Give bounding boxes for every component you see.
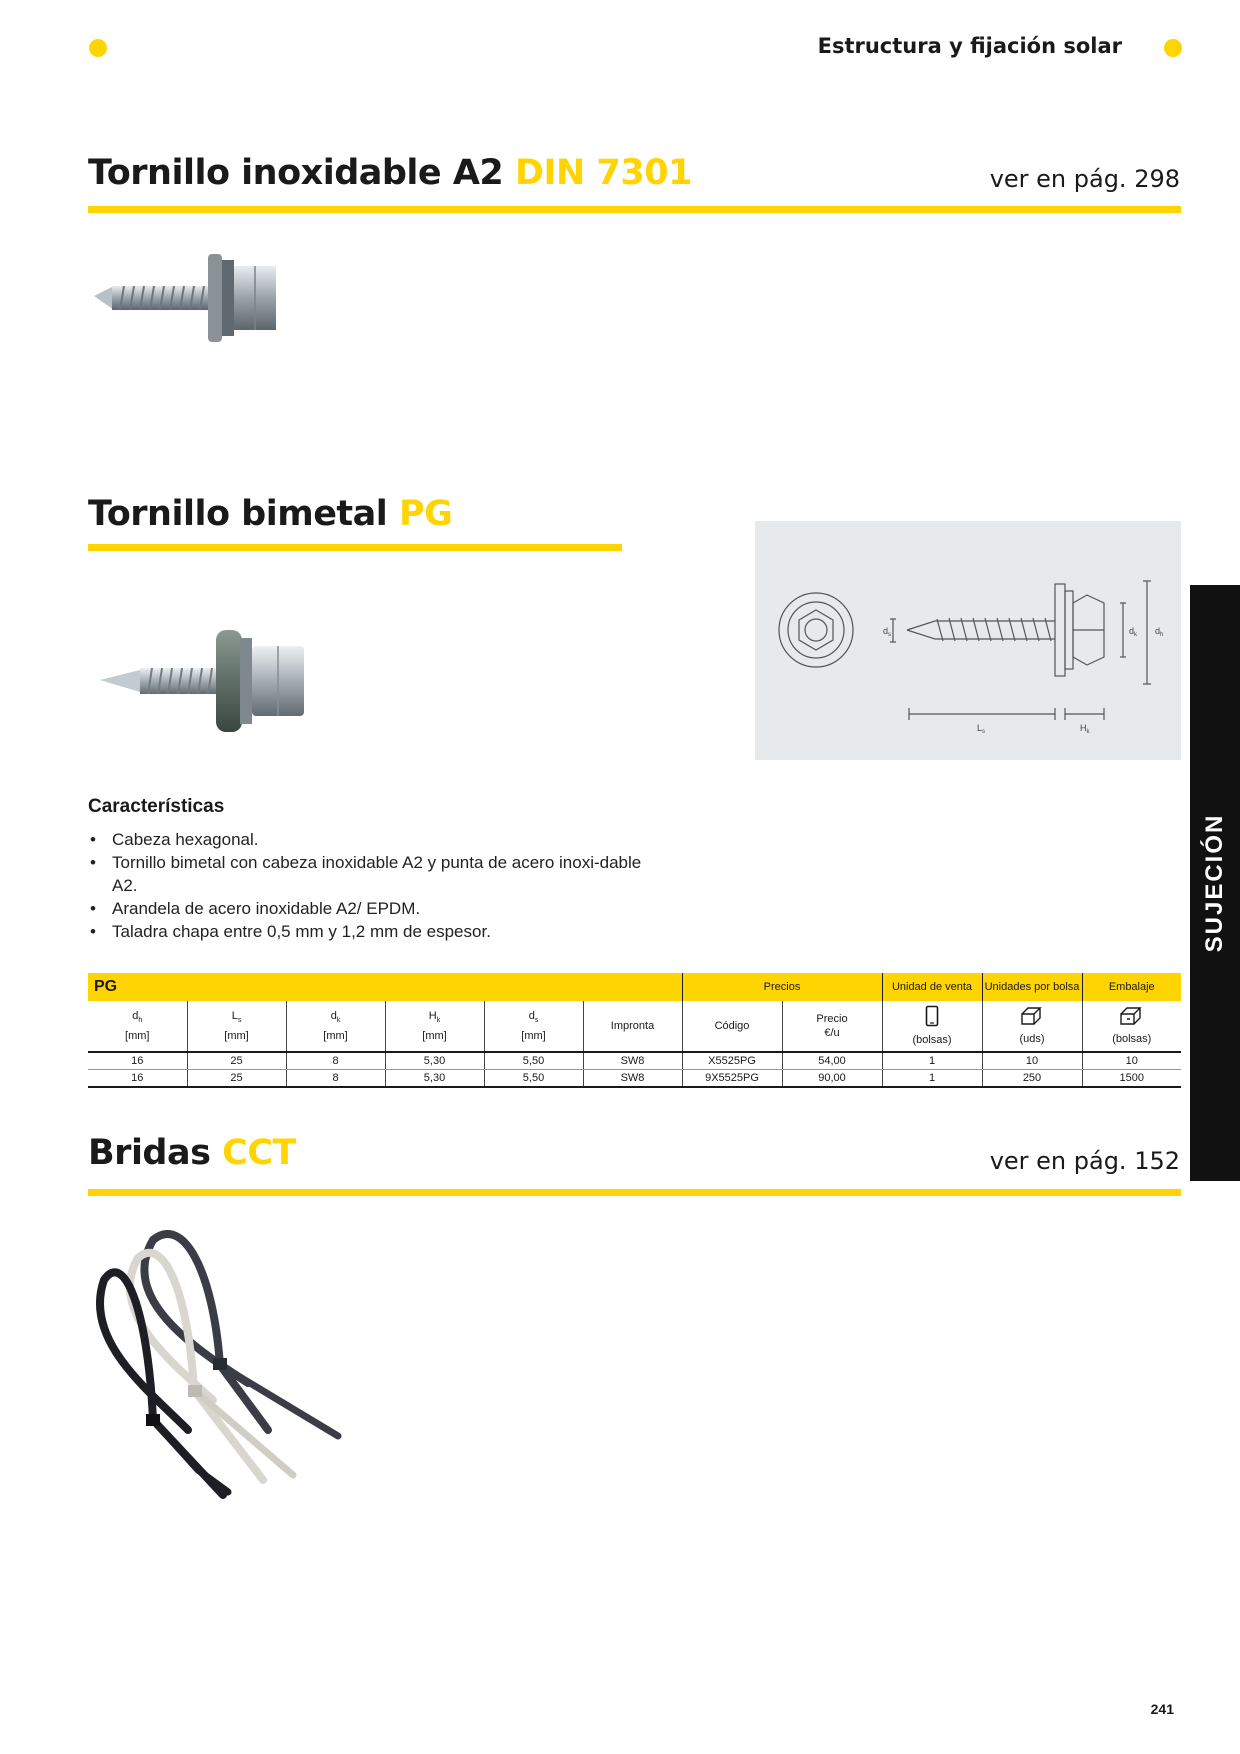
header-dot-left [89,39,107,57]
table-row [88,1070,1181,1088]
feature-item: • Taladra chapa entre 0,5 mm y 1,2 mm de espesor. [88,920,668,943]
box-icon [1119,1006,1145,1030]
header-title: Estructura y fijación solar [817,34,1122,58]
cell-dk: 8 [286,1052,385,1070]
diagram-label-ls: $L_s$ [977,723,986,735]
side-tab-sujecion [1190,585,1240,1181]
cell-impronta: SW8 [583,1070,682,1088]
cell-unidades-bolsa: 10 [982,1052,1082,1070]
table-group-header [88,973,1181,1001]
box-icon [1020,1006,1044,1030]
cell-unidades-bolsa: 250 [982,1070,1082,1088]
spec-table [88,973,1181,1088]
cell-dh: 16 [88,1052,187,1070]
cell-dk: 8 [286,1070,385,1088]
side-tab-label: SUJECIÓN [1201,813,1228,953]
diagram-label-hk: $H_k$ [1080,723,1090,735]
col-unidades-bolsa: (uds) [982,1001,1082,1052]
col-ls: $L_s$ [mm] [187,1001,286,1052]
section-title-bridas [88,1133,296,1173]
features-title: Características [88,796,225,817]
phone-icon [925,1005,939,1031]
diagram-label-ds: $d_s$ [883,626,892,638]
table-group-unidades-bolsa: Unidades por bolsa [982,973,1082,1001]
table-group-embalaje: Embalaje [1082,973,1181,1001]
section-title-a2 [88,153,692,193]
col-codigo: Código [682,1001,782,1052]
a2-screw-image [90,248,290,348]
col-hk: $H_k$ [mm] [385,1001,484,1052]
cell-embalaje: 1500 [1082,1070,1181,1088]
col-dk: $d_k$ [mm] [286,1001,385,1052]
section-title-a2-accent: DIN 7301 [514,153,692,193]
col-embalaje: (bolsas) [1082,1001,1181,1052]
see-page-bridas: ver en pág. 152 [989,1147,1180,1175]
section-title-bimetal-accent: PG [398,494,453,534]
section-title-bimetal [88,494,452,534]
bimetal-screw-image [100,626,310,736]
section-title-bridas-accent: CCT [222,1133,296,1173]
header-dot-right [1164,39,1182,57]
feature-item: • Tornillo bimetal con cabeza inoxidable A2 y punta de acero inoxi-dable A2. [88,851,668,897]
cell-ls: 25 [187,1070,286,1088]
cell-precio: 90,00 [782,1070,882,1088]
col-unidad-venta: (bolsas) [882,1001,982,1052]
col-precio: Precio €/u [782,1001,882,1052]
table-row [88,1052,1181,1070]
cell-embalaje: 10 [1082,1052,1181,1070]
cell-codigo: 9X5525PG [682,1070,782,1088]
cell-ds: 5,50 [484,1052,583,1070]
cell-precio: 54,00 [782,1052,882,1070]
cell-ls: 25 [187,1052,286,1070]
technical-drawing [755,521,1181,760]
cell-hk: 5,30 [385,1052,484,1070]
section-title-bridas-text: Bridas [88,1133,211,1173]
see-page-a2: ver en pág. 298 [989,165,1180,193]
col-ds: $d_s$ [mm] [484,1001,583,1052]
section-rule-bridas [88,1189,1181,1196]
section-rule-a2 [88,206,1181,213]
table-column-header [88,1001,1181,1052]
cell-hk: 5,30 [385,1070,484,1088]
feature-item: • Cabeza hexagonal. [88,828,668,851]
diagram-label-dh: $d_h$ [1155,626,1164,638]
cell-dh: 16 [88,1070,187,1088]
table-group-precios: Precios [682,973,882,1001]
cell-unidad-venta: 1 [882,1070,982,1088]
cable-ties-image [88,1230,348,1510]
cell-unidad-venta: 1 [882,1052,982,1070]
col-dh: $d_h$ [mm] [88,1001,187,1052]
col-impronta: Impronta [583,1001,682,1052]
cell-impronta: SW8 [583,1052,682,1070]
cell-codigo: X5525PG [682,1052,782,1070]
table-product-label: PG [88,973,682,1001]
features-list [88,828,668,943]
table-group-unidad-venta: Unidad de venta [882,973,982,1001]
feature-item: • Arandela de acero inoxidable A2/ EPDM. [88,897,668,920]
diagram-label-dk: $d_k$ [1129,626,1138,638]
section-rule-bimetal [88,544,622,551]
cell-ds: 5,50 [484,1070,583,1088]
section-title-a2-text: Tornillo inoxidable A2 [88,153,504,193]
section-title-bimetal-text: Tornillo bimetal [88,494,388,534]
page-number: 241 [1150,1701,1174,1717]
